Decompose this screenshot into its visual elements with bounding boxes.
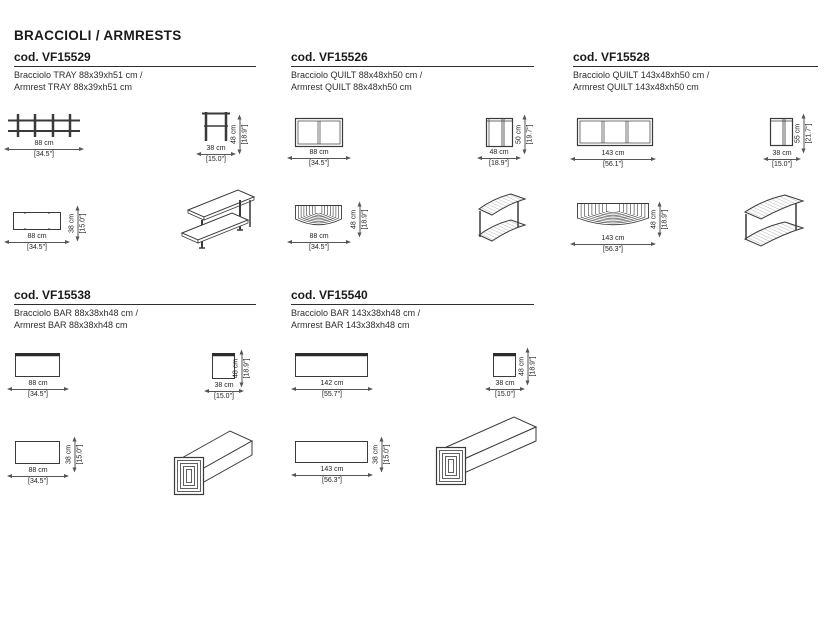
dimension-inches: [18.9"] [661, 209, 669, 230]
front-width-dimension [287, 149, 351, 168]
dimension-cm: 38 cm [214, 382, 234, 389]
page-title: BRACCIOLI / ARMRESTS [14, 28, 182, 43]
dimension-arrow-line [766, 159, 798, 160]
quilt-perspective-view-drawing [475, 188, 529, 252]
bar-top-view-drawing [15, 441, 60, 464]
dimension-cm: 48 cm [230, 124, 238, 145]
tray-side-view-drawing [202, 110, 230, 142]
dimension-arrow-line [804, 117, 805, 151]
top-width-dimension [287, 233, 351, 252]
top-width-dimension [4, 233, 70, 252]
dimension-inches: [34.5"] [309, 160, 329, 167]
bar-side-view-drawing [493, 353, 516, 377]
bar-top-view-drawing [295, 441, 368, 463]
dimension-arrow-line [480, 158, 518, 159]
dimension-arrow-line [7, 242, 67, 243]
dimension-arrow-line [488, 389, 522, 390]
description-italian: Bracciolo TRAY 88x39xh51 cm / [14, 70, 143, 80]
product-section-vf15529 [14, 50, 256, 282]
top-width-dimension [291, 466, 373, 485]
description-english: Armrest TRAY 88x39xh51 cm [14, 81, 133, 92]
description-italian: Bracciolo QUILT 88x48xh50 cm / [291, 70, 423, 80]
product-code: cod. VF15528 [573, 50, 818, 67]
dimension-inches: [15.0"] [214, 393, 234, 400]
top-depth-dimension [66, 437, 85, 473]
dimension-cm: 143 cm [601, 150, 625, 157]
dimension-arrow-line [240, 118, 241, 152]
dimension-cm: 88 cm [34, 140, 54, 147]
side-width-dimension [477, 149, 521, 168]
dimension-cm: 38 cm [495, 380, 515, 387]
product-code: cod. VF15540 [291, 288, 534, 305]
description-english: Armrest QUILT 143x48xh50 cm [573, 81, 699, 92]
dimension-cm: 48 cm [232, 358, 240, 379]
dimension-cm: 38 cm [772, 150, 792, 157]
top-width-dimension [7, 467, 69, 486]
tray-front-view-drawing [8, 112, 80, 139]
description-italian: Bracciolo QUILT 143x48xh50 cm / [573, 70, 710, 80]
quilt-top-view-drawing [295, 205, 342, 231]
dimension-inches: [56.3"] [603, 246, 623, 253]
dimension-inches: [18.9"] [243, 358, 251, 379]
dimension-cm: 38 cm [206, 145, 226, 152]
product-section-vf15538 [14, 288, 256, 518]
dimension-cm: 38 cm [65, 444, 73, 465]
dimension-cm: 88 cm [309, 233, 329, 240]
tray-top-view-drawing [13, 212, 61, 230]
dimension-cm: 143 cm [320, 466, 344, 473]
quilt-front-view-drawing [295, 118, 343, 147]
dimension-arrow-line [660, 205, 661, 235]
dimension-arrow-line [573, 244, 653, 245]
front-width-dimension [291, 380, 373, 399]
dimension-inches: [18.9"] [529, 356, 537, 377]
dimension-inches: [56.3"] [322, 477, 342, 484]
bar-perspective-view-drawing [436, 403, 538, 488]
dimension-cm: 143 cm [601, 235, 625, 242]
tray-perspective-view-drawing [180, 186, 258, 260]
top-width-dimension [570, 235, 656, 254]
dimension-inches: [15.0"] [76, 444, 84, 465]
dimension-arrow-line [290, 158, 348, 159]
dimension-cm: 48 cm [350, 209, 358, 230]
dimension-arrow-line [525, 118, 526, 152]
quilt-side-view-drawing [770, 118, 793, 146]
side-height-dimension [795, 114, 814, 154]
dimension-cm: 48 cm [650, 209, 658, 230]
dimension-arrow-line [199, 154, 233, 155]
dimension-inches: [21.7"] [805, 123, 813, 144]
dimension-arrow-line [242, 353, 243, 385]
description-english: Armrest BAR 88x38xh48 cm [14, 319, 128, 330]
product-code: cod. VF15529 [14, 50, 256, 67]
quilt-perspective-view-drawing [741, 188, 809, 254]
dimension-arrow-line [382, 440, 383, 470]
dimension-inches: [56.1"] [603, 161, 623, 168]
dimension-cm: 142 cm [320, 380, 344, 387]
dimension-inches: [15.0"] [206, 156, 226, 163]
side-height-dimension [233, 350, 252, 388]
dimension-arrow-line [294, 475, 370, 476]
dimension-cm: 88 cm [309, 149, 329, 156]
bar-front-view-drawing [15, 353, 60, 377]
product-section-vf15528 [573, 50, 818, 282]
dimension-inches: [34.5"] [34, 151, 54, 158]
dimension-inches: [34.5"] [309, 244, 329, 251]
dimension-arrow-line [294, 389, 370, 390]
dimension-inches: [19.7"] [526, 124, 534, 145]
top-depth-dimension [651, 202, 670, 238]
dimension-arrow-line [528, 351, 529, 383]
dimension-inches: [15.0"] [383, 444, 391, 465]
top-depth-dimension [351, 202, 370, 238]
product-code: cod. VF15538 [14, 288, 256, 305]
dimension-arrow-line [360, 205, 361, 235]
dimension-inches: [34.5"] [27, 244, 47, 251]
dimension-cm: 88 cm [28, 380, 48, 387]
dimension-inches: [18.9"] [241, 124, 249, 145]
top-depth-dimension [373, 437, 392, 473]
dimension-inches: [15.0"] [79, 213, 87, 234]
description-italian: Bracciolo BAR 143x38xh48 cm / [291, 308, 421, 318]
description-english: Armrest QUILT 88x48xh50 cm [291, 81, 412, 92]
description-italian: Bracciolo BAR 88x38xh48 cm / [14, 308, 139, 318]
quilt-front-view-drawing [577, 118, 653, 146]
quilt-top-view-drawing [577, 203, 649, 232]
side-height-dimension [516, 115, 535, 155]
side-height-dimension [231, 115, 250, 155]
dimension-arrow-line [78, 209, 79, 239]
bar-perspective-view-drawing [174, 413, 254, 498]
dimension-inches: [15.0"] [495, 391, 515, 398]
front-width-dimension [7, 380, 69, 399]
dimension-arrow-line [573, 159, 653, 160]
product-section-vf15526 [291, 50, 534, 282]
dimension-cm: 55 cm [794, 123, 802, 144]
dimension-arrow-line [7, 149, 81, 150]
bar-front-view-drawing [295, 353, 368, 377]
quilt-side-view-drawing [486, 118, 513, 147]
dimension-arrow-line [10, 476, 66, 477]
dimension-cm: 88 cm [28, 467, 48, 474]
dimension-cm: 50 cm [515, 124, 523, 145]
dimension-arrow-line [75, 440, 76, 470]
top-depth-dimension [69, 206, 88, 242]
dimension-inches: [34.5"] [28, 391, 48, 398]
dimension-cm: 38 cm [68, 213, 76, 234]
dimension-inches: [18.9"] [361, 209, 369, 230]
dimension-cm: 48 cm [518, 356, 526, 377]
dimension-inches: [55.7"] [322, 391, 342, 398]
side-height-dimension [519, 348, 538, 386]
dimension-inches: [18.9"] [489, 160, 509, 167]
dimension-inches: [15.0"] [772, 161, 792, 168]
description-english: Armrest BAR 143x38xh48 cm [291, 319, 410, 330]
dimension-arrow-line [207, 391, 241, 392]
front-width-dimension [4, 140, 84, 159]
dimension-arrow-line [10, 389, 66, 390]
product-code: cod. VF15526 [291, 50, 534, 67]
dimension-cm: 88 cm [27, 233, 47, 240]
dimension-inches: [34.5"] [28, 478, 48, 485]
dimension-cm: 48 cm [489, 149, 509, 156]
dimension-arrow-line [290, 242, 348, 243]
dimension-cm: 38 cm [372, 444, 380, 465]
product-section-vf15540 [291, 288, 537, 518]
front-width-dimension [570, 150, 656, 169]
